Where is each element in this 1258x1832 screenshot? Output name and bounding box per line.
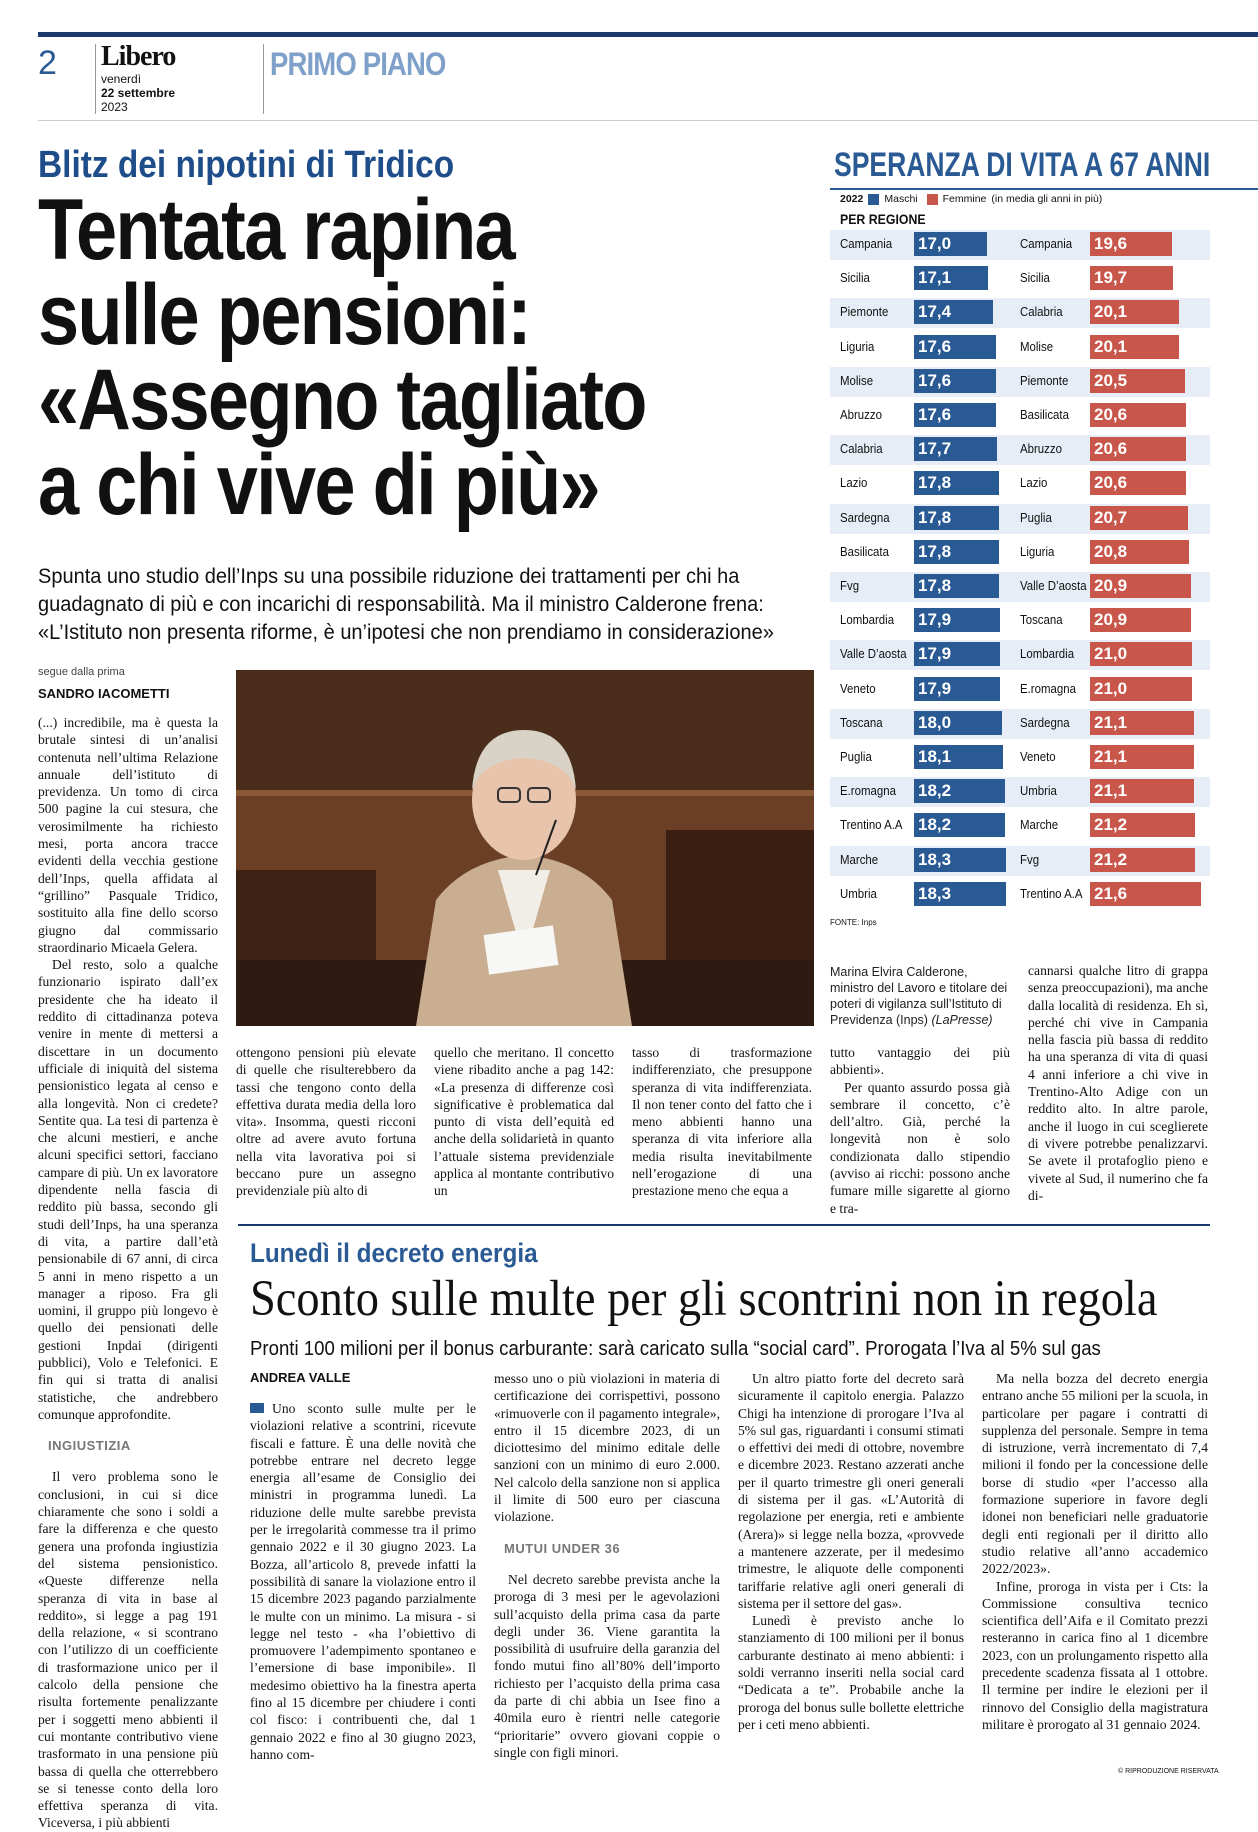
male-bar: 18,3 [914, 848, 1006, 872]
region-label: E.romagna [840, 783, 896, 798]
chart-subtitle: PER REGIONE [840, 211, 926, 227]
chart-row-female [1010, 846, 1210, 874]
region-label: Veneto [840, 681, 876, 696]
issue-date [101, 72, 175, 114]
region-label: Molise [840, 373, 874, 388]
female-bar: 20,9 [1090, 574, 1191, 598]
chart-row-female [1010, 709, 1210, 737]
male-bar: 17,8 [914, 506, 999, 530]
article-headline [38, 182, 743, 533]
region-label: Puglia [1020, 510, 1052, 525]
chart-row-male [830, 333, 1010, 361]
female-bar: 21,0 [1090, 642, 1192, 666]
chart-row-male [830, 880, 1010, 908]
copyright-note: © RIPRODUZIONE RISERVATA [1118, 1768, 1219, 1775]
chart-row-female [1010, 367, 1210, 395]
male-bar: 18,1 [914, 745, 1003, 769]
region-label: E.romagna [1020, 681, 1076, 696]
legend-note: (in media gli anni in più) [991, 193, 1103, 205]
region-label: Campania [840, 236, 893, 251]
male-bar: 17,4 [914, 300, 993, 324]
author-byline: SANDRO IACOMETTI [38, 686, 170, 701]
page-number: 2 [38, 44, 57, 82]
female-bar: 20,1 [1090, 300, 1179, 324]
chart-row-male [830, 538, 1010, 566]
chart-row-male [830, 572, 1010, 600]
male-bar: 18,2 [914, 813, 1005, 837]
article-column [632, 1044, 812, 1200]
chart-row-male [830, 367, 1010, 395]
male-bar: 18,3 [914, 882, 1006, 906]
chart-row-male [830, 709, 1010, 737]
region-label: Marche [840, 852, 879, 867]
article2-column [982, 1370, 1208, 1733]
region-label: Abruzzo [840, 407, 882, 422]
region-label: Marche [1020, 817, 1059, 832]
paragraph: Del resto, solo a qualche funzionario ispirato dall’ex presidente che ha ideato il reddito di cittadinanza poteva venire in mente di mettersi a discettare in un documento ufficiale di iniquità del sistema pensionistico legata al censo e alla longevità. Non ci credete? Sentite qua. La tesi di partenza è che alcuni mestieri, e anche alcuni specifici settori, facciano campare di più. Un ex lavoratore dipendente nella fascia di reddito più bassa, secondo gli studi dell’Inps, ha una speranza di vita, a partire dall’età pensionabile di 67 anni, di circa 5 anni in meno rispetto a un manager a riposo. Fra gli uomini, il gruppo più longevo è quello dei pensionati delle gestioni Inpdai (dirigenti pubblici), Volo e Telefonici. E fin qui si tratta di analisi statistiche, che andrebbero comunque approfondite. [38, 957, 218, 1422]
legend-year: 2022 [840, 193, 864, 205]
chart-row-female [1010, 606, 1210, 634]
chart-row-male [830, 469, 1010, 497]
article-kicker: Blitz dei nipotini di Tridico [38, 144, 455, 186]
region-label: Lazio [840, 475, 868, 490]
paragraph: cannarsi qualche litro di grappa senza preoccupazioni), ma anche dalla località di residenza. Eh sì, perché chi vive in Campania nella fascia più bassa di reddito ha una speranza di vita di quasi 4 anni inferiore a chi vive in Trentino-Alto Adige con un reddito alto. In altre parole, anche il luogo in cui sceglierete di vivere potrebbe penalizzarvi. Se avete il protafoglio pieno e vivete al Sud, il numerino che fa di- [1028, 963, 1208, 1203]
female-bar: 19,6 [1090, 232, 1172, 256]
chart-row-female [1010, 880, 1210, 908]
subheading: MUTUI UNDER 36 [504, 1540, 621, 1556]
region-label: Campania [1020, 236, 1073, 251]
weekday: venerdì [101, 72, 142, 86]
female-bar: 21,2 [1090, 848, 1195, 872]
chart-row-male [830, 675, 1010, 703]
region-label: Veneto [1020, 749, 1056, 764]
paragraph: ottengono pensioni più elevate di quelle che risulterebbero da tassi che tengono conto della effettiva durata media della loro vita». Insomma, questi ricconi oltre ad avere avuto fortuna nella vita lavorativa poi si beccano pure un assegno previdenziale più alto di [236, 1045, 416, 1199]
female-bar: 20,6 [1090, 437, 1186, 461]
female-bar: 20,1 [1090, 335, 1179, 359]
paragraph: Nel decreto sarebbe prevista anche la proroga di 3 mesi per le agevolazioni sull’acquisto della prima casa da parte degli under 36. Viene garantita la possibilità di usufruire della garanzia del fondo mutui fino all’80% dell’importo richiesto per l’acquisto della prima casa da parte di chi abbia un Isee fino a 40mila euro è rientri nelle categorie “prioritarie” ovvero giovani coppie o single con figli minori. [494, 1571, 720, 1760]
headline-line: «Assegno tagliato [38, 352, 646, 448]
paragraph: tutto vantaggio dei più abbienti». [830, 1045, 1010, 1078]
region-label: Fvg [840, 578, 860, 593]
article2-kicker: Lunedì il decreto energia [250, 1238, 538, 1268]
chart-row-male [830, 640, 1010, 668]
article2-subtitle: Pronti 100 milioni per il bonus carburante: sarà caricato sulla “social card”. Prorogata l’Iva al 5% sul gas [250, 1338, 1101, 1360]
region-label: Valle D’aosta [840, 646, 907, 661]
legend-swatch-male [868, 194, 879, 205]
female-bar: 20,8 [1090, 540, 1189, 564]
region-label: Sardegna [1020, 715, 1070, 730]
region-label: Basilicata [1020, 407, 1069, 422]
region-label: Fvg [1020, 852, 1040, 867]
segue-note: segue dalla prima [38, 666, 125, 678]
chart-row-female [1010, 298, 1210, 326]
chart-row-female [1010, 230, 1210, 258]
region-label: Sicilia [1020, 270, 1050, 285]
paragraph: (...) incredibile, ma è questa la brutale sintesi di un’analisi contenuta nell’ultima Relazione annuale dell’istituto di previdenza. Un tomo di circa 500 pagine la cui stesura, che verosimilmente ha richiesto mesi, porta ancora tracce evidenti della vecchia gestione dell’Inps, quella affidata al “grillino” Pasquale Tridico, sostituito alla fine dello scorso giugno dal commissario straordinario Micaela Gelera. [38, 715, 218, 955]
year: 2023 [101, 100, 128, 114]
article-column [1028, 962, 1208, 1204]
region-label: Puglia [840, 749, 872, 764]
chart-row-female [1010, 333, 1210, 361]
paragraph: Infine, proroga in vista per i Cts: la Commissione consultiva tecnico scientifica dell’Aifa e il Comitato prezzi resteranno in carica fino al 1 dicembre 2023, con un prolungamento rispetto alla precedente scadenza fissata al 1 ottobre. Il termine per indire le elezioni per il rinnovo del Consiglio della magistratura militare è prorogato al 31 gennaio 2024. [982, 1578, 1208, 1732]
male-bar: 17,9 [914, 677, 1000, 701]
headline-line: sulle pensioni: [38, 267, 531, 363]
paragraph: messo uno o più violazioni in materia di certificazione dei corrispettivi, possono «rimuoverle con il pagamento integrale», entro il 15 dicembre 2023, di un diciottesimo del minimo editale delle sanzioni con un minimo di euro 2.000. Nel calcolo della sanzione non si applica il limite di 500 euro per ciascuna violazione. [494, 1371, 720, 1525]
region-label: Calabria [840, 441, 883, 456]
region-label: Umbria [840, 886, 877, 901]
chart-row-male [830, 230, 1010, 258]
region-label: Lombardia [840, 612, 895, 627]
photo-illustration [236, 670, 814, 1026]
subtitle-line: «L’Istituto non presenta riforme, è un’ipotesi che non prendiamo in considerazione» [38, 620, 774, 644]
article-column [236, 1044, 416, 1200]
chart-row-male [830, 298, 1010, 326]
male-bar: 17,9 [914, 608, 1000, 632]
chart-row-female [1010, 743, 1210, 771]
minister-photo [236, 670, 814, 1026]
region-label: Calabria [1020, 304, 1063, 319]
male-bar: 18,0 [914, 711, 1002, 735]
region-label: Piemonte [1020, 373, 1069, 388]
female-bar: 20,6 [1090, 403, 1186, 427]
section-title: PRIMO PIANO [270, 46, 446, 82]
male-bar: 17,9 [914, 642, 1000, 666]
region-label: Sicilia [840, 270, 870, 285]
chart-legend [840, 193, 1102, 205]
legend-male: Maschi [884, 193, 918, 205]
chart-row-male [830, 435, 1010, 463]
chart-row-male [830, 743, 1010, 771]
headline-line: Tentata rapina [38, 182, 514, 278]
male-bar: 17,8 [914, 471, 999, 495]
chart-row-female [1010, 640, 1210, 668]
legend-swatch-female [927, 194, 938, 205]
chart-row-male [830, 846, 1010, 874]
chart-row-male [830, 264, 1010, 292]
male-bar: 17,6 [914, 369, 996, 393]
header-divider [95, 44, 96, 114]
article2-column [738, 1370, 964, 1733]
article2-byline: ANDREA VALLE [250, 1370, 351, 1385]
subheading: INGIUSTIZIA [48, 1438, 131, 1454]
region-label: Abruzzo [1020, 441, 1062, 456]
female-bar: 20,5 [1090, 369, 1185, 393]
caption-text: Marina Elvira Calderone, ministro del Lavoro e titolare dei poteri di vigilanza sull’Istituto di Previdenza (Inps) [830, 965, 1008, 1027]
female-bar: 20,6 [1090, 471, 1186, 495]
chart-rows [830, 230, 1258, 914]
chart-row-male [830, 401, 1010, 429]
chart-row-female [1010, 504, 1210, 532]
article-column [38, 714, 218, 1831]
region-label: Toscana [1020, 612, 1063, 627]
subtitle-line: Spunta uno studio dell’Inps su una possibile riduzione dei trattamenti per chi ha [38, 564, 740, 588]
article2-column [494, 1370, 720, 1761]
paragraph: Ma nella bozza del decreto energia entrano anche 55 milioni per la scuola, in particolare per pagare i contratti di supplenza del personale. Sempre in tema di istruzione, verrà incrementato di 7,4 milioni il fondo per la concessione delle borse di studio «per l’accesso alla formazione superiore in favore degli idonei non beneficiari nelle graduatorie degli enti regionali per il diritto allo studio relative all’anno accademico 2022/2023». [982, 1371, 1208, 1577]
region-label: Valle D’aosta [1020, 578, 1087, 593]
region-label: Liguria [1020, 544, 1055, 559]
female-bar: 21,2 [1090, 813, 1195, 837]
article-column [830, 1044, 1010, 1217]
female-bar: 21,0 [1090, 677, 1192, 701]
region-label: Trentino A.A [1020, 886, 1083, 901]
chart-row-male [830, 606, 1010, 634]
header-rule [38, 120, 1258, 121]
paragraph: Lunedì è previsto anche lo stanziamento di 100 milioni per il bonus carburante destinato ai meno abbienti: i soldi verranno inseriti nella social card “Dedicata a te”. Probabile anche la proroga del bonus sulle bollette elettriche per i ceti meno abbienti. [738, 1613, 964, 1732]
female-bar: 21,6 [1090, 882, 1201, 906]
female-bar: 20,9 [1090, 608, 1191, 632]
paragraph: tasso di trasformazione indifferenziato, che presuppone speranza di vita indifferenziata. Il non tener conto del fatto che i meno abbienti hanno una speranza di vita inferiore alla media risulta inevitabilmente nell’erogazione di una prestazione meno che equa a [632, 1045, 812, 1199]
article2-headline: Sconto sulle multe per gli scontrini non in regola [250, 1271, 1158, 1327]
paragraph: Un altro piatto forte del decreto sarà sicuramente il capitolo energia. Palazzo Chigi ha intenzione di prorogare l’Iva al 5% sul gas, riguardanti i consumi stimati o effettivi dei medi di ottobre, novembre e dicembre 2023. Restano azzerati anche per il quarto trimestre gli oneri generali di sistema per il gas. «L’Autorità di regolazione per energia, reti e ambiente (Arera)» si legge nella bozza, «provvede a mantenere azzerate, per il medesimo trimestre, le aliquote delle componenti tariffarie relative agli oneri generali di sistema per il settore del gas». [738, 1371, 964, 1611]
male-bar: 17,8 [914, 540, 999, 564]
chart-source: FONTE: Inps [830, 918, 877, 927]
chart-row-female [1010, 811, 1210, 839]
region-label: Toscana [840, 715, 883, 730]
region-label: Basilicata [840, 544, 889, 559]
male-bar: 17,7 [914, 437, 997, 461]
date: 22 settembre [101, 86, 176, 100]
article-divider [238, 1224, 1210, 1226]
region-label: Piemonte [840, 304, 889, 319]
male-bar: 17,8 [914, 574, 999, 598]
male-bar: 17,0 [914, 232, 987, 256]
region-label: Umbria [1020, 783, 1057, 798]
paragraph: Per quanto assurdo possa già sembrare il concetto, c’è dell’altro. Già, perché la longevità non è solo condizionata dallo stipendio (avviso ai ricchi: possono anche fumare mille sigarette al giorno e tra- [830, 1079, 1010, 1216]
headline-line: a chi vive di più» [38, 437, 599, 533]
female-bar: 20,7 [1090, 506, 1188, 530]
paragraph-text: Uno sconto sulle multe per le violazioni relative a scontrini, ricevute fiscali e fatture. È una delle novità che potrebbe entrare nel decreto legge energia all’esame de Consiglio dei ministri in programma lunedì. La riduzione delle multe sarebbe prevista per le irregolarità commesse tra il primo gennaio 2022 e il 30 giugno 2023. La Bozza, all’articolo 8, prevede infatti la possibilità di sanare la violazione entro il 15 dicembre 2023 pagando parzialmente le multe con un minimo. La misura - si legge nel testo - «ha l’obiettivo di promuovere l’adempimento spontaneo e l’emersione di base imponibile». Il medesimo obiettivo ha la finestra aperta fino al 15 dicembre per chiudere i conti col fisco: i contribuenti che, dal 1 gennaio 2022 e fino al 30 giugno 2023, hanno com- [250, 1401, 476, 1762]
article-subtitle [38, 562, 773, 646]
region-label: Molise [1020, 339, 1054, 354]
male-bar: 17,1 [914, 266, 988, 290]
female-bar: 21,1 [1090, 711, 1194, 735]
newspaper-logo: Libero [101, 41, 176, 72]
legend-female: Femmine [942, 193, 987, 205]
female-bar: 21,1 [1090, 745, 1194, 769]
article-marker [250, 1403, 264, 1413]
chart-row-male [830, 504, 1010, 532]
paragraph: quello che meritano. Il concetto viene ribadito anche a pag 142: «La presenza di differenze così significative è problematica dal punto di vista dell’equità ed anche della solidarietà in quanto l’attuale sistema previdenziale applica al montante contributivo un [434, 1045, 614, 1199]
paragraph [250, 1400, 476, 1763]
article2-column [250, 1400, 476, 1763]
female-bar: 21,1 [1090, 779, 1194, 803]
male-bar: 18,2 [914, 779, 1005, 803]
chart-row-male [830, 811, 1010, 839]
article-column [434, 1044, 614, 1200]
chart-row-female [1010, 469, 1210, 497]
region-label: Sardegna [840, 510, 890, 525]
region-label: Trentino A.A [840, 817, 903, 832]
chart-title: SPERANZA DI VITA A 67 ANNI [834, 146, 1211, 184]
chart-row-female [1010, 572, 1210, 600]
top-rule [38, 32, 1258, 37]
chart-row-female [1010, 777, 1210, 805]
chart-row-female [1010, 675, 1210, 703]
female-bar: 19,7 [1090, 266, 1173, 290]
male-bar: 17,6 [914, 335, 996, 359]
chart-row-female [1010, 435, 1210, 463]
chart-row-female [1010, 538, 1210, 566]
male-bar: 17,6 [914, 403, 996, 427]
region-label: Lazio [1020, 475, 1048, 490]
region-label: Liguria [840, 339, 875, 354]
subtitle-line: guadagnato di più e con incarichi di responsabilità. Ma il ministro Calderone frena: [38, 592, 764, 616]
chart-row-male [830, 777, 1010, 805]
chart-row-female [1010, 401, 1210, 429]
chart-row-female [1010, 264, 1210, 292]
region-label: Lombardia [1020, 646, 1075, 661]
photo-caption [830, 964, 1010, 1028]
caption-credit: (LaPresse) [931, 1013, 993, 1027]
header-divider [263, 44, 264, 114]
chart-rule [830, 188, 1258, 190]
paragraph: Il vero problema sono le conclusioni, in cui si dice chiaramente che sono i soldi a fare la differenza e che questo genera una profonda ingiustizia del sistema pensionistico. «Queste differenze nella speranza di vita in base al reddito», si legge a pag 191 della relazione, « si scontrano con l’utilizzo di un coefficiente di trasformazione unico per il calcolo della pensione che risulta fortemente penalizzante per i soggetti meno abbienti il cui montante contributivo viene trasformato in una pensione più bassa di quella che otterrebbero se si tenesse conto della loro effettiva speranza di vita. Viceversa, i più abbienti [38, 1469, 218, 1831]
